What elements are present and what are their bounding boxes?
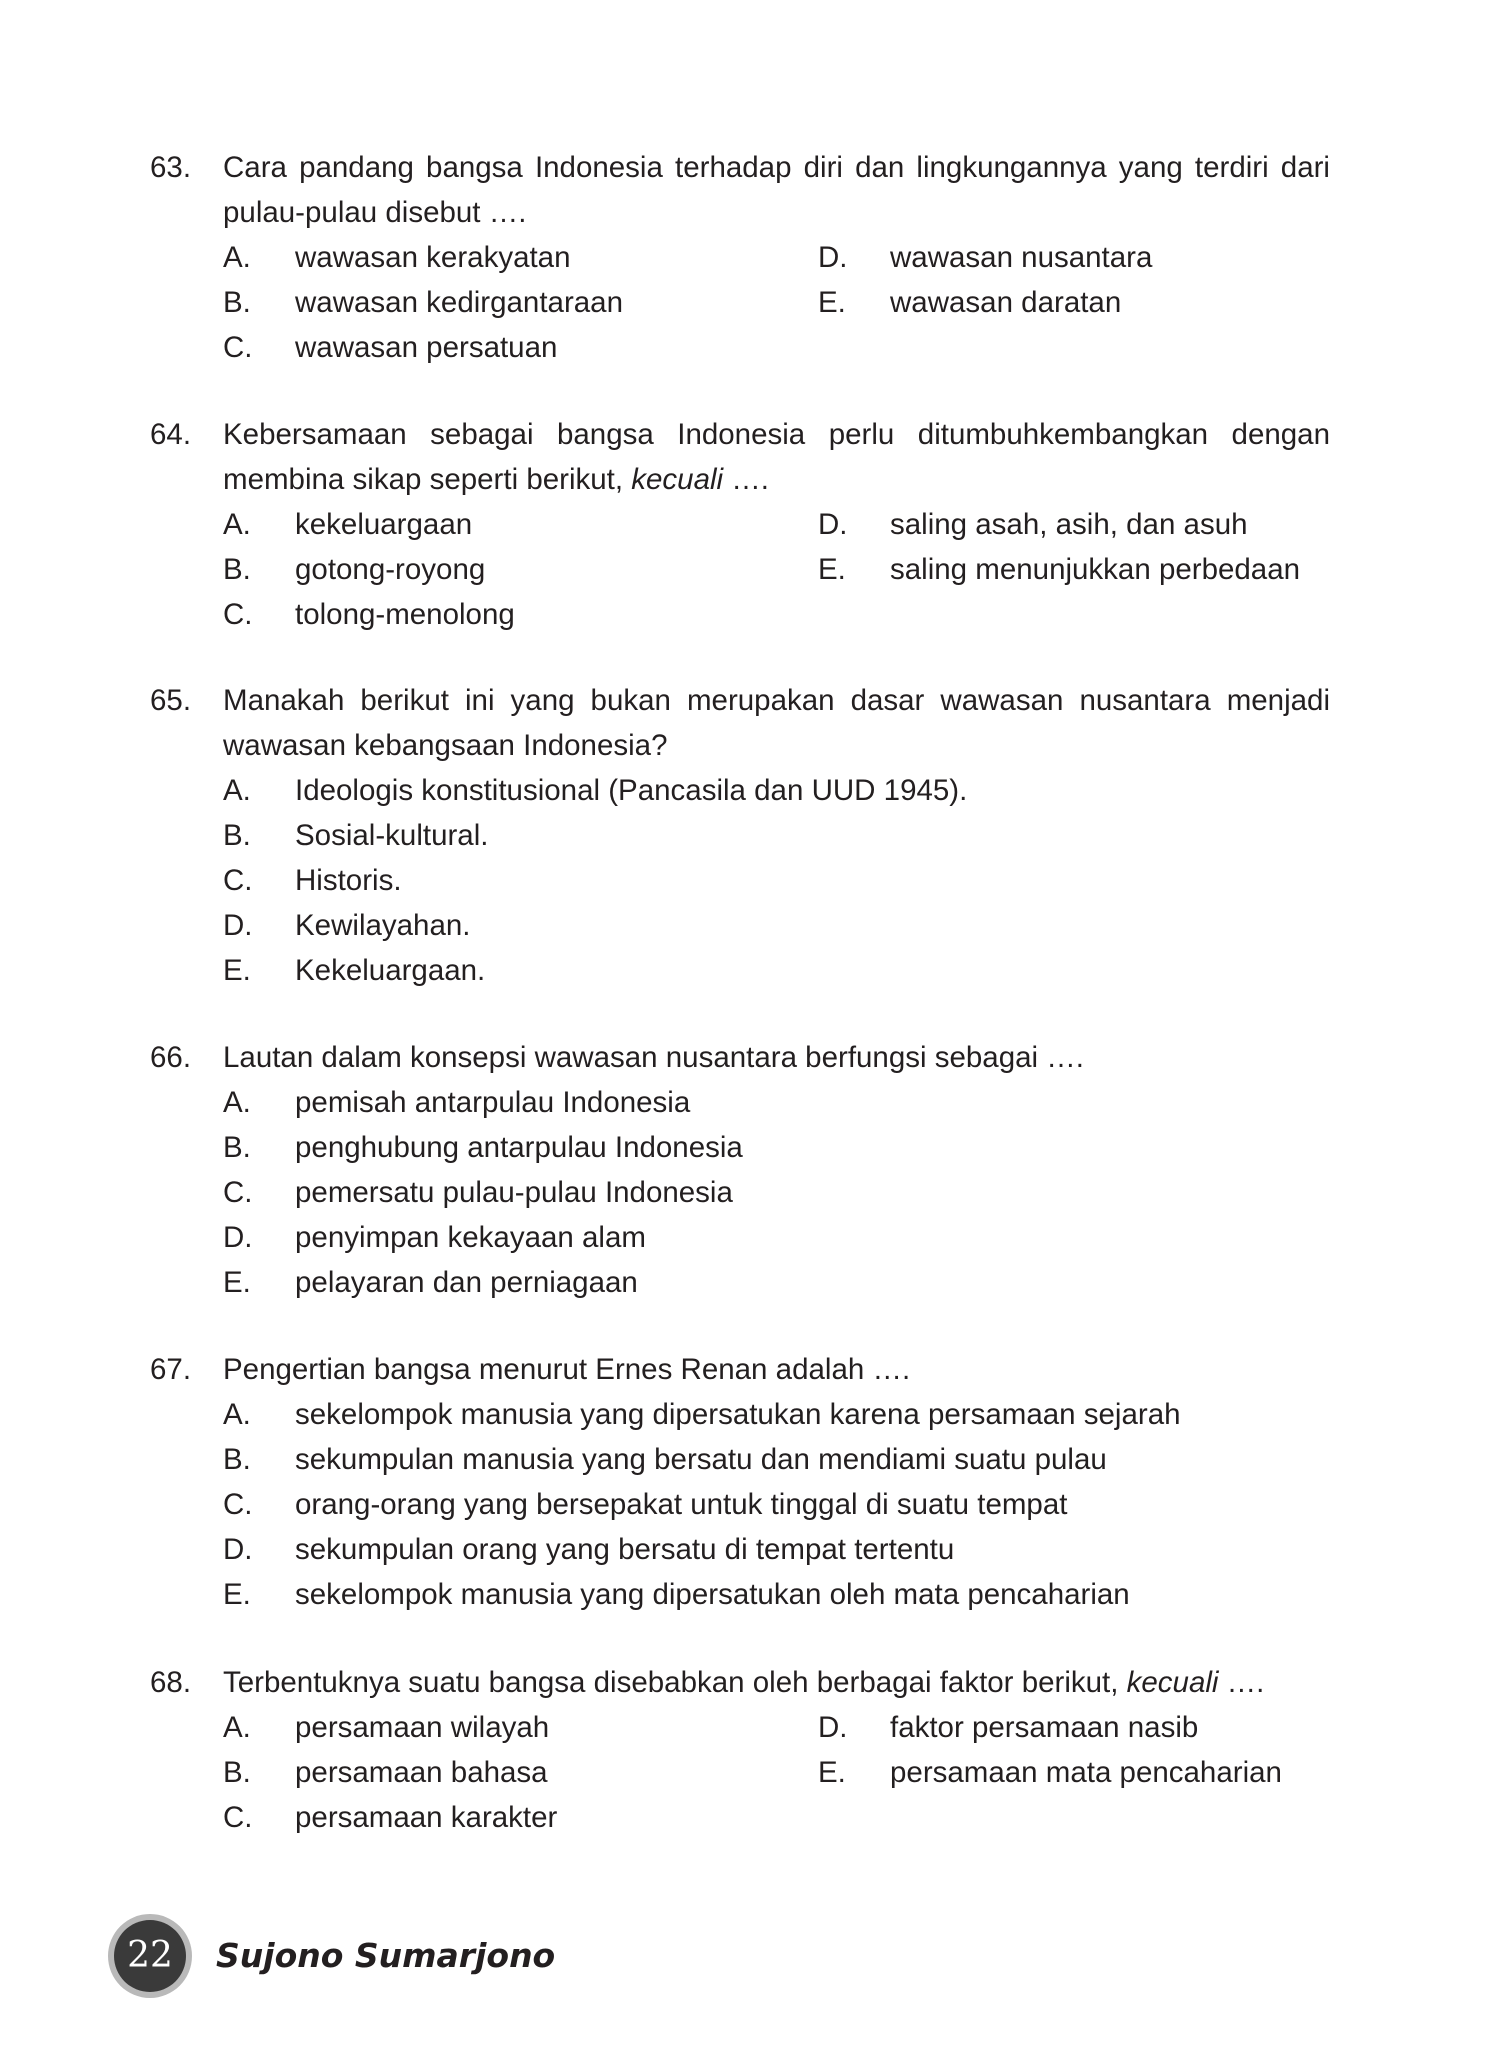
option-text: persamaan bahasa bbox=[295, 1756, 548, 1789]
option-letter: A. bbox=[223, 241, 251, 274]
answer-options bbox=[223, 235, 1330, 370]
option-letter: B. bbox=[223, 1443, 251, 1476]
question-67 bbox=[150, 1347, 1330, 1617]
question-68 bbox=[150, 1660, 1330, 1840]
option-text: kekeluargaan bbox=[295, 508, 473, 541]
option-text: sekelompok manusia yang dipersatukan karena persamaan sejarah bbox=[295, 1398, 1181, 1431]
option-letter: C. bbox=[223, 1176, 253, 1209]
option-letter: E. bbox=[818, 286, 846, 319]
option-text: wawasan kedirgantaraan bbox=[295, 286, 623, 319]
option-letter: C. bbox=[223, 864, 253, 897]
option-text: gotong-royong bbox=[295, 553, 486, 586]
option-text: saling menunjukkan perbedaan bbox=[890, 553, 1301, 586]
option-text: wawasan daratan bbox=[890, 286, 1122, 319]
option-text: wawasan nusantara bbox=[890, 241, 1153, 274]
italic-emphasis: kecuali bbox=[1126, 1666, 1219, 1699]
option-letter: A. bbox=[223, 774, 251, 807]
option-text: faktor persamaan nasib bbox=[890, 1711, 1199, 1744]
option-letter: A. bbox=[223, 1711, 251, 1744]
option-letter: D. bbox=[223, 1221, 253, 1254]
option-text: Kewilayahan. bbox=[295, 909, 471, 942]
option-letter: D. bbox=[223, 1533, 253, 1566]
option-text: persamaan karakter bbox=[295, 1801, 558, 1834]
question-number: 66. bbox=[150, 1041, 192, 1074]
answer-options bbox=[223, 1392, 1330, 1617]
option-text: saling asah, asih, dan asuh bbox=[890, 508, 1248, 541]
option-text: persamaan wilayah bbox=[295, 1711, 550, 1744]
option-letter: B. bbox=[223, 1131, 251, 1164]
option-text: wawasan persatuan bbox=[295, 331, 558, 364]
option-letter: B. bbox=[223, 819, 251, 852]
question-63 bbox=[150, 145, 1330, 370]
question-stem bbox=[150, 1035, 1330, 1080]
answer-options bbox=[223, 768, 1330, 993]
option-text: persamaan mata pencaharian bbox=[890, 1756, 1282, 1789]
question-stem bbox=[150, 1660, 1330, 1705]
question-text: Terbentuknya suatu bangsa disebabkan oleh berbagai faktor berikut, kecuali …. bbox=[223, 1666, 1265, 1699]
question-64 bbox=[150, 412, 1330, 637]
question-stem bbox=[150, 412, 1330, 502]
author-name: Sujono Sumarjono bbox=[216, 1936, 556, 1975]
option-letter: B. bbox=[223, 286, 251, 319]
option-text: penyimpan kekayaan alam bbox=[295, 1221, 646, 1254]
option-letter: C. bbox=[223, 331, 253, 364]
answer-options bbox=[223, 1705, 1330, 1840]
page-number-badge bbox=[108, 1914, 192, 1998]
option-letter: C. bbox=[223, 598, 253, 631]
option-letter: D. bbox=[223, 909, 253, 942]
question-text: Cara pandang bangsa Indonesia terhadap diri dan lingkungannya yang terdiri dari pulau-pulau disebut …. bbox=[223, 151, 1330, 229]
italic-emphasis: kecuali bbox=[631, 463, 724, 496]
option-text: Ideologis konstitusional (Pancasila dan UUD 1945). bbox=[295, 774, 968, 807]
option-text: pemisah antarpulau Indonesia bbox=[295, 1086, 691, 1119]
option-letter: C. bbox=[223, 1488, 253, 1521]
option-letter: B. bbox=[223, 1756, 251, 1789]
option-text: pemersatu pulau-pulau Indonesia bbox=[295, 1176, 733, 1209]
question-number: 64. bbox=[150, 418, 192, 451]
option-letter: C. bbox=[223, 1801, 253, 1834]
option-text: tolong-menolong bbox=[295, 598, 515, 631]
option-letter: E. bbox=[818, 1756, 846, 1789]
option-letter: D. bbox=[818, 508, 848, 541]
option-letter: B. bbox=[223, 553, 251, 586]
question-66 bbox=[150, 1035, 1330, 1305]
option-text: Historis. bbox=[295, 864, 402, 897]
option-text: penghubung antarpulau Indonesia bbox=[295, 1131, 743, 1164]
option-letter: E. bbox=[223, 1266, 251, 1299]
question-number: 65. bbox=[150, 684, 192, 717]
option-letter: E. bbox=[818, 553, 846, 586]
option-text: wawasan kerakyatan bbox=[295, 241, 571, 274]
option-letter: A. bbox=[223, 508, 251, 541]
answer-options bbox=[223, 502, 1330, 637]
question-text: Pengertian bangsa menurut Ernes Renan adalah …. bbox=[223, 1353, 911, 1386]
page-footer bbox=[108, 1914, 708, 1998]
question-text: Lautan dalam konsepsi wawasan nusantara berfungsi sebagai …. bbox=[223, 1041, 1084, 1074]
question-number: 63. bbox=[150, 151, 192, 184]
question-65 bbox=[150, 678, 1330, 993]
option-text: Kekeluargaan. bbox=[295, 954, 486, 987]
option-letter: D. bbox=[818, 241, 848, 274]
page-number: 22 bbox=[114, 1920, 186, 1992]
option-letter: E. bbox=[223, 954, 251, 987]
question-text: Kebersamaan sebagai bangsa Indonesia perlu ditumbuhkembangkan dengan membina sikap seperti berikut, kecuali …. bbox=[223, 418, 1330, 496]
option-letter: D. bbox=[818, 1711, 848, 1744]
question-number: 68. bbox=[150, 1666, 192, 1699]
question-stem bbox=[150, 145, 1330, 235]
option-text: sekumpulan orang yang bersatu di tempat tertentu bbox=[295, 1533, 955, 1566]
option-text: pelayaran dan perniagaan bbox=[295, 1266, 638, 1299]
question-text: Manakah berikut ini yang bukan merupakan dasar wawasan nusantara menjadi wawasan kebangsaan Indonesia? bbox=[223, 684, 1330, 762]
question-stem bbox=[150, 1347, 1330, 1392]
option-text: orang-orang yang bersepakat untuk tinggal di suatu tempat bbox=[295, 1488, 1068, 1521]
option-text: sekumpulan manusia yang bersatu dan mendiami suatu pulau bbox=[295, 1443, 1107, 1476]
option-letter: E. bbox=[223, 1578, 251, 1611]
option-text: Sosial-kultural. bbox=[295, 819, 489, 852]
option-letter: A. bbox=[223, 1086, 251, 1119]
question-stem bbox=[150, 678, 1330, 768]
option-text: sekelompok manusia yang dipersatukan oleh mata pencaharian bbox=[295, 1578, 1130, 1611]
question-number: 67. bbox=[150, 1353, 192, 1386]
option-letter: A. bbox=[223, 1398, 251, 1431]
answer-options bbox=[223, 1080, 1330, 1305]
